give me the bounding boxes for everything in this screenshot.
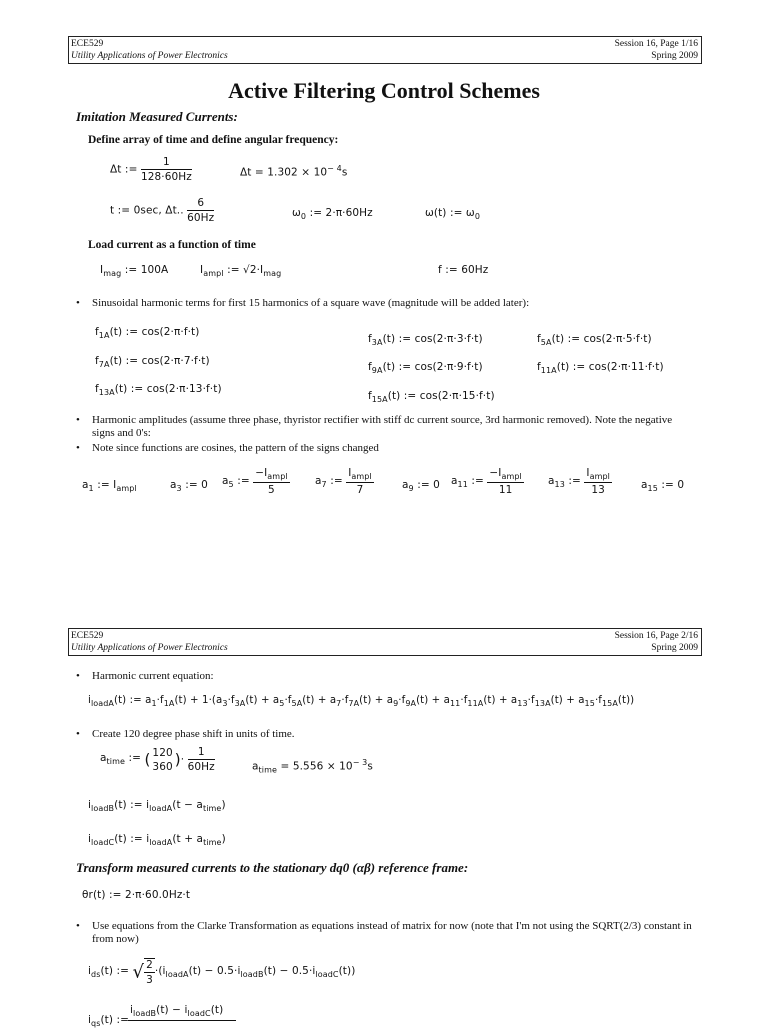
- a3-definition: $a_3$ := 0: [170, 479, 208, 494]
- dt-numerator: 1: [141, 156, 192, 170]
- bullet-harmonic-eq: Harmonic current equation:: [92, 670, 214, 682]
- a7-definition: $a_7$ := $\frac{I_{ampl}}{7}$: [315, 467, 372, 497]
- a3-symbol: a: [170, 479, 177, 491]
- page-number: Session 16, Page 1/16: [614, 39, 698, 49]
- bullet-icon: •: [76, 728, 80, 740]
- page-number: Session 16, Page 2/16: [614, 631, 698, 641]
- imag-rhs: := 100A: [124, 264, 169, 276]
- a15-symbol: a: [641, 479, 648, 491]
- atime-denominator-1: 360: [152, 760, 173, 773]
- imag-definition: $I_{mag}$ := 100A: [100, 264, 169, 279]
- term: Spring 2009: [651, 643, 698, 653]
- a11-definition: $a_{11}$ := $\frac{-I_{ampl}}{11}$: [451, 467, 522, 497]
- a5-numerator: −I: [255, 467, 268, 479]
- f5a-definition: $f_{5A}(t)$ := cos(2·π·5·f·t): [537, 333, 652, 348]
- omega-t-text: ω(t) := ω: [425, 207, 475, 219]
- atime-value-text: = 5.556 × 10: [280, 760, 353, 773]
- bullet-amplitudes: Harmonic amplitudes (assume three phase, thyristor rectifier with stiff dc current source, 3rd harmonic removed). Note the negative signs and 0's:: [92, 414, 673, 439]
- a9-definition: $a_9$ := 0: [402, 479, 440, 494]
- page-title: Active Filtering Control Schemes: [228, 78, 540, 103]
- atime-numerator-1: 120: [152, 746, 173, 759]
- section-define-array: Define array of time and define angular frequency:: [88, 134, 339, 146]
- iloadc-equation: $i_{loadC}(t)$ := $i_{loadA}(t + a_{time})$: [88, 833, 226, 848]
- f13a-definition: $f_{13A}(t)$ := cos(2·π·13·f·t): [95, 383, 222, 398]
- bullet-clarke: Use equations from the Clarke Transformation as equations instead of matrix for now (note that I'm not using the SQRT(2/3) constant in from now): [92, 920, 692, 945]
- dt-value-text: Δt = 1.302 × 10: [240, 166, 328, 179]
- theta-definition: θr(t) := 2·π·60.0Hz·t: [82, 889, 191, 901]
- section-load-current: Load current as a function of time: [88, 239, 256, 251]
- f15a-definition: $f_{15A}(t)$ := cos(2·π·15·f·t): [368, 390, 495, 405]
- f3a-definition: $f_{3A}(t)$ := cos(2·π·3·f·t): [368, 333, 483, 348]
- dt-definition: Δt := $\frac{1}{128\cdot 60Hz}$: [110, 156, 192, 183]
- course-code: ECE529: [71, 39, 104, 49]
- f11a-definition: $f_{11A}(t)$ := cos(2·π·11·f·t): [537, 361, 664, 376]
- atime-definition: $a_{time}$ := ( 120 360 )· $\frac{1}{60Hz}$: [100, 746, 215, 773]
- ids-numerator: 2: [146, 959, 153, 971]
- section-transform: Transform measured currents to the stationary dq0 (αβ) reference frame:: [76, 860, 469, 875]
- atime-denominator-2: 60Hz: [187, 761, 215, 773]
- t-numerator: 6: [187, 197, 214, 211]
- a5-denominator: 5: [268, 484, 275, 497]
- imag-symbol: I: [100, 264, 104, 276]
- t-lhs: t := 0sec, Δt..: [110, 204, 184, 217]
- a13-numerator: I: [586, 467, 590, 479]
- bullet-sinusoidal: Sinusoidal harmonic terms for first 15 harmonics of a square wave (magnitude will be added later):: [92, 297, 530, 309]
- page-header-2: [68, 628, 702, 656]
- page-header-1: [68, 36, 702, 64]
- bullet-phase-shift: Create 120 degree phase shift in units of time.: [92, 728, 295, 740]
- bullet-icon: •: [76, 920, 80, 932]
- iloadb-equation: $i_{loadB}(t)$ := $i_{loadA}(t - a_{time})$: [88, 799, 226, 814]
- atime-value: $a_{time} = 5.556 \times 10^{- 3}s$: [252, 758, 373, 775]
- iqs-lhs: $i_{qs}(t)$ :=: [88, 1014, 130, 1028]
- f9a-definition: $f_{9A}(t)$ := cos(2·π·9·f·t): [368, 361, 483, 376]
- a5-definition: $a_5$ := $\frac{-I_{ampl}}{5}$: [222, 467, 288, 497]
- bullet-icon: •: [76, 414, 80, 426]
- dt-unit: s: [341, 166, 348, 179]
- ids-equation: $i_{ds}(t)$ := √ $\frac{2}{3}$ $\cdot(i_{loadA}(t) - 0.5\cdot i_{loadB}(t) - 0.5\cdot i_{loadC}(t))$: [88, 959, 356, 986]
- t-denominator: 60Hz: [187, 212, 215, 224]
- bullet-cosines: Note since functions are cosines, the pattern of the signs changed: [92, 442, 379, 454]
- bullet-icon: •: [76, 297, 80, 309]
- a9-symbol: a: [402, 479, 409, 491]
- a11-numerator: −I: [489, 467, 502, 479]
- atime-exponent: − 3: [352, 758, 368, 767]
- a13-denominator: 13: [591, 484, 605, 497]
- iqs-fraction-bar: [128, 1020, 236, 1021]
- f7a-definition: $f_{7A}(t)$ := cos(2·π·7·f·t): [95, 355, 210, 370]
- dt-denominator: 128·60Hz: [140, 171, 192, 183]
- omega0-symbol: ω: [292, 207, 301, 219]
- omega0-definition: $\omega_0$ := 2·π·60Hz: [292, 207, 373, 222]
- omega-t-definition: ω(t) := $\omega_0$: [425, 207, 481, 222]
- a15-definition: $a_{15}$ := 0: [641, 479, 685, 494]
- bullet-icon: •: [76, 670, 80, 682]
- dt-value: [240, 164, 347, 179]
- f1a-definition: $f_{1A}(t)$ := cos(2·π·f·t): [95, 326, 200, 341]
- iqs-numerator: $i_{loadB}(t) - i_{loadC}(t)$: [130, 1004, 224, 1019]
- section-imitation: Imitation Measured Currents:: [76, 109, 238, 124]
- iloada-equation: $i_{loadA}(t)$ := $a_1\cdot f_{1A}(t) + 1\cdot(a_3\cdot f_{3A}(t) + a_5\cdot f_{5A}(t) + a_7\cdot f_{7A}(t) + a_9\cdot f_{9A}(t) + a_{11}\cdot f_{11A}(t) + a_{13}\cdot f_{13A}(t) + a_{15}\cdot f_{15A}(t))$: [88, 695, 635, 709]
- course-code: ECE529: [71, 631, 104, 641]
- a11-denominator: 11: [498, 484, 513, 497]
- a7-numerator: I: [348, 467, 352, 479]
- f-definition: f := 60Hz: [438, 264, 489, 276]
- dt-exponent: − 4: [327, 164, 342, 173]
- ids-denominator: 3: [146, 974, 153, 986]
- term: Spring 2009: [651, 51, 698, 61]
- atime-numerator-2: 1: [188, 746, 215, 760]
- a13-definition: $a_{13}$ := $\frac{I_{ampl}}{13}$: [548, 467, 610, 497]
- course-title: Utility Applications of Power Electronics: [71, 643, 228, 653]
- a7-denominator: 7: [356, 484, 364, 497]
- course-title: Utility Applications of Power Electronics: [71, 51, 228, 61]
- iampl-definition: $I_{ampl}$ := $√2\cdot I_{mag}$: [200, 264, 282, 279]
- a1-symbol: a: [82, 479, 89, 491]
- atime-unit: s: [367, 760, 373, 773]
- iampl-symbol: I: [200, 264, 204, 276]
- t-definition: [110, 197, 214, 224]
- iampl-rhs: := √2·I: [227, 264, 264, 276]
- omega0-rhs: := 2·π·60Hz: [309, 207, 373, 219]
- bullet-icon: •: [76, 442, 80, 454]
- a1-definition: $a_1$ := $I_{ampl}$: [82, 479, 137, 494]
